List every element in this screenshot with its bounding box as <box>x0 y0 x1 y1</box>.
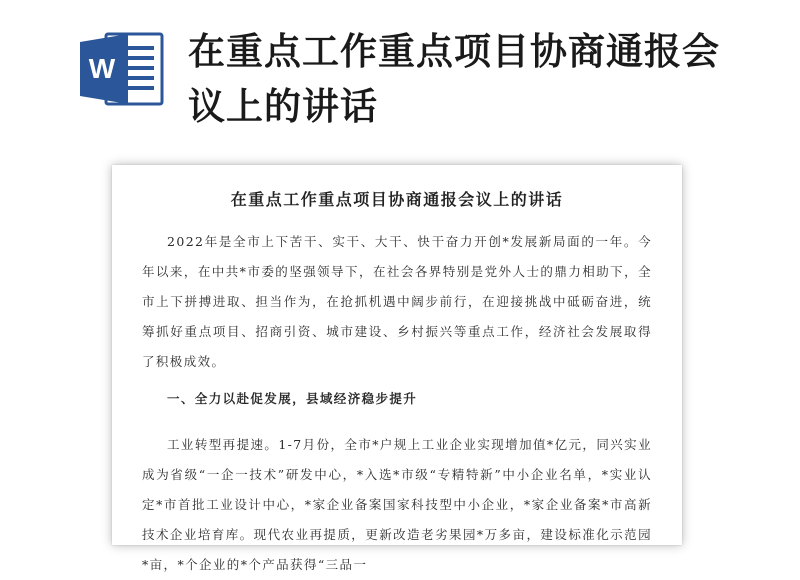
word-document-icon <box>78 30 164 108</box>
paragraph-industry: 工业转型再提速。1-7月份，全市*户规上工业企业实现增加值*亿元，同兴实业成为省级“一企一技术”研发中心，*入选*市级“专精特新”中小企业名单，*实业认定*市首批工业设计中心，*家企业备案国家科技型中小企业，*家企业备案*市高新技术企业培育库。现代农业再提质，更新改造老劣果园*万多亩，建设标准化示范园*亩，*个企业的*个产品获得“三品一 <box>142 437 652 572</box>
header-banner <box>0 0 800 140</box>
svg-text:W: W <box>88 53 116 84</box>
document-heading: 在重点工作重点项目协商通报会议上的讲话 <box>230 190 564 209</box>
document-page <box>112 165 682 572</box>
page-title: 在重点工作重点项目协商通报会议上的讲话 <box>188 30 720 128</box>
paragraph-intro: 2022年是全市上下苦干、实干、大干、快干奋力开创*发展新局面的一年。今年以来，在中共*市委的坚强领导下，在社会各界特别是党外人士的鼎力相助下，全市上下拼搏进取、担当作为，在抢抓机遇中阔步前行，在迎接挑战中砥砺奋进，统筹抓好重点项目、招商引资、城市建设、乡村振兴等重点工作，经济社会发展取得了积极成效。 <box>142 234 652 369</box>
document-body <box>142 227 652 580</box>
section-heading: 一、全力以赴促发展，县域经济稳步提升 <box>167 391 418 406</box>
